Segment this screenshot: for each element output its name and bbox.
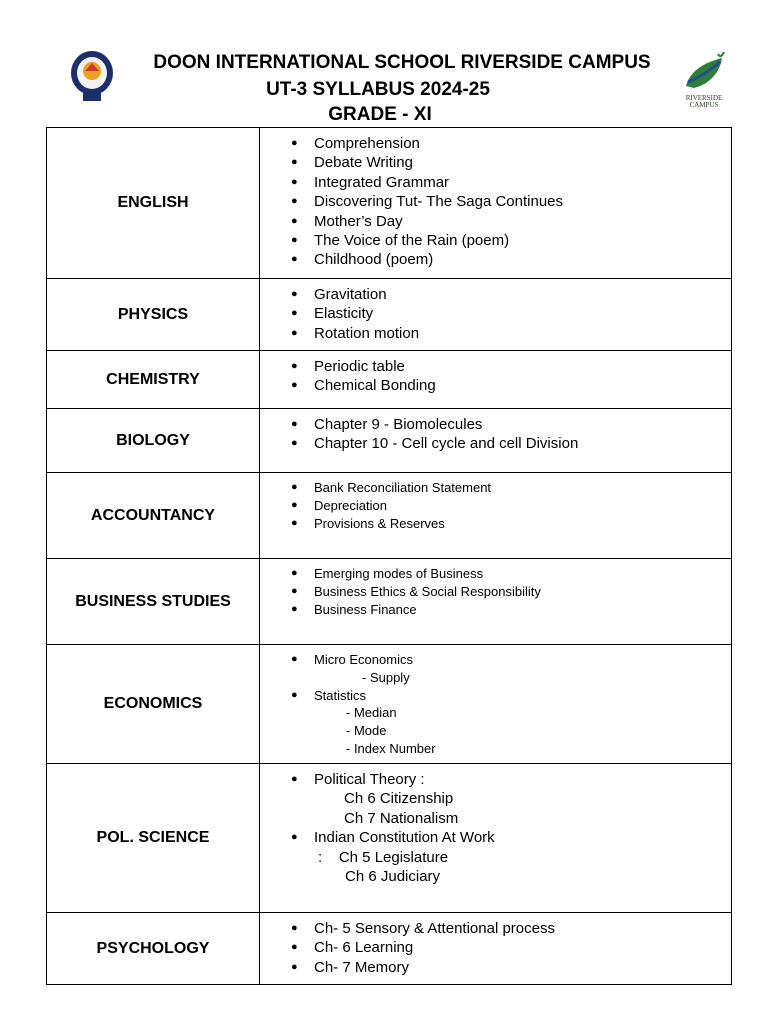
topic-item [260,583,731,601]
bullet-icon: ● [291,688,298,701]
topic-text: Political Theory : [314,771,425,788]
subject-row [47,764,732,913]
topic-list [260,351,731,396]
topic-text: Business Ethics & Social Responsibility [314,583,541,599]
topic-item [260,515,731,533]
bullet-icon: ● [291,234,298,247]
topic-item [260,828,731,886]
topic-text: Provisions & Reserves [314,515,445,531]
subtopic-text: Ch 7 Nationalism [344,809,459,827]
topics-cell [260,351,732,409]
topic-item [260,601,731,619]
bullet-icon: ● [291,831,298,844]
subject-row [47,473,732,559]
topic-text: Comprehension [314,135,420,152]
topics-cell [260,473,732,559]
topic-text: The Voice of the Rain (poem) [314,232,510,250]
topic-text: Chapter 10 - Cell cycle and cell Division [314,435,579,453]
subject-name: PSYCHOLOGY [47,913,260,985]
topic-text: Mother’s Day [314,212,403,230]
grade-title: GRADE - XI [328,104,432,125]
topic-text: Ch- 5 Sensory & Attentional process [314,920,555,937]
bullet-icon: ● [291,156,298,169]
bullet-icon: ● [291,288,298,300]
topics-cell [260,409,732,473]
topic-text: Statistics [314,687,367,703]
topics-cell [260,764,732,913]
subject-row [47,128,732,279]
topic-text: Business Finance [314,601,417,617]
bullet-icon: ● [291,195,298,208]
subject-row [47,279,732,351]
bullet-icon: ● [291,175,298,188]
subject-row [47,913,732,985]
subtopic-text: - Index Number [346,740,436,756]
topic-text: Debate Writing [314,154,413,172]
topic-text: Integrated Grammar [314,173,450,191]
topic-item [260,250,731,269]
bullet-icon: ● [291,437,298,450]
topics-cell [260,559,732,645]
subject-row [47,409,732,473]
topic-list [260,279,731,343]
subject-row [47,351,732,409]
subtopic-text: - Supply [362,669,410,685]
topic-item [260,324,731,343]
topic-item [260,958,731,977]
bullet-icon: ● [291,922,298,934]
topics-cell [260,913,732,985]
bullet-icon: ● [291,941,298,954]
topic-item [260,770,731,828]
topic-item [260,687,731,758]
topic-item [260,919,731,938]
topic-list [260,128,731,270]
subject-name: PHYSICS [47,279,260,351]
topic-item [260,651,731,687]
school-name: DOON INTERNATIONAL SCHOOL RIVERSIDE CAMPUS [153,52,651,73]
topic-item [260,212,731,231]
subtopic-text: : Ch 5 Legislature [318,848,449,866]
subject-name: ACCOUNTANCY [47,473,260,559]
subject-name: BIOLOGY [47,409,260,473]
bullet-icon: ● [291,307,298,320]
topic-item [260,304,731,323]
subject-row [47,645,732,764]
subject-name: BUSINESS STUDIES [47,559,260,645]
bullet-icon: ● [291,253,298,266]
bullet-icon: ● [291,653,298,665]
topic-text: Discovering Tut- The Saga Continues [314,193,564,211]
topic-list [260,559,731,618]
topic-list [260,645,731,758]
bullet-icon: ● [291,516,298,529]
page-header [0,0,768,128]
topic-item [260,938,731,957]
bullet-icon: ● [291,773,298,785]
topic-text: Emerging modes of Business [314,566,484,581]
topic-list [260,409,731,454]
topic-text: Childhood (poem) [314,251,434,269]
topic-item [260,434,731,453]
topic-text: Rotation motion [314,324,420,342]
topic-text: Micro Economics [314,652,413,667]
topic-item [260,479,731,497]
topic-item [260,134,731,153]
bullet-icon: ● [291,960,298,973]
bullet-icon: ● [291,137,298,149]
topics-cell [260,128,732,279]
subtopic-text: Ch 6 Judiciary [345,868,441,886]
bullet-icon: ● [291,418,298,430]
bullet-icon: ● [291,360,298,372]
syllabus-title: UT-3 SYLLABUS 2024-25 [266,79,490,100]
bullet-icon: ● [291,567,298,579]
subtopic-text: - Median [346,705,397,721]
topic-text: Periodic table [314,358,405,375]
topic-text: Elasticity [314,305,374,323]
bullet-icon: ● [291,498,298,511]
bullet-icon: ● [291,214,298,227]
bullet-icon: ● [291,481,298,493]
topic-text: Depreciation [314,497,387,513]
bullet-icon: ● [291,379,298,392]
subject-name: ECONOMICS [47,645,260,764]
bullet-icon: ● [291,584,298,597]
topic-text: Ch- 6 Learning [314,939,414,957]
topic-item [260,565,731,583]
topic-text: Chapter 9 - Biomolecules [314,416,483,433]
subtopic-text: Ch 6 Citizenship [344,790,454,808]
subject-name: CHEMISTRY [47,351,260,409]
subject-name: POL. SCIENCE [47,764,260,913]
topic-item [260,357,731,376]
topic-list [260,913,731,977]
riverside-campus-caption: RIVERSIDE CAMPUS [685,94,723,109]
riverside-campus-logo [680,52,728,110]
topic-text: Indian Constitution At Work [314,829,495,847]
topic-text: Gravitation [314,286,387,303]
topics-cell [260,645,732,764]
syllabus-table [46,127,732,985]
subtopic-text: - Mode [346,723,387,739]
topic-text: Ch- 7 Memory [314,958,410,976]
subject-name: ENGLISH [47,128,260,279]
bullet-icon: ● [291,326,298,339]
topic-item [260,285,731,304]
topic-list [260,764,731,886]
topic-item [260,231,731,250]
topic-item [260,192,731,211]
topic-item [260,497,731,515]
subject-row [47,559,732,645]
bullet-icon: ● [291,602,298,615]
topic-item [260,376,731,395]
topic-item [260,153,731,172]
topic-item [260,173,731,192]
topic-list [260,473,731,532]
topic-text: Bank Reconciliation Statement [314,480,492,495]
topic-item [260,415,731,434]
topics-cell [260,279,732,351]
topic-text: Chemical Bonding [314,377,436,395]
